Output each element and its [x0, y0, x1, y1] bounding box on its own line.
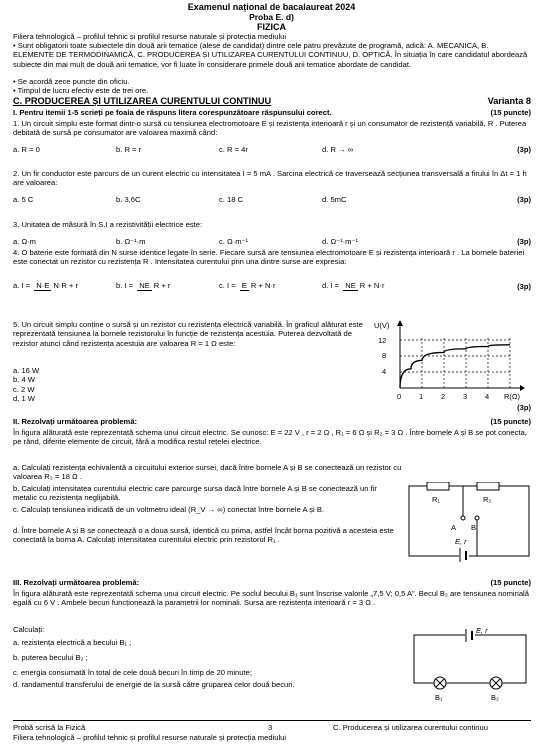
- xtick-2: 2: [441, 392, 446, 401]
- part2-item-c: c. Calculați tensiunea indicată de un voltmetru ideal (R_V → ∞) conectat între bornele A și B.: [13, 505, 325, 514]
- part3-header: [13, 578, 531, 587]
- q3-option-d: d. Ω⁻¹·m⁻¹: [322, 237, 359, 246]
- question-5: 5. Un circuit simplu conține o sursă și un rezistor cu rezistența electrică variabilă. În graficul alăturat este reprezentată tensiunea la bornele rezistorului în funcție de rezistența acestuia. Puterea dezvoltată de rezistor atunci când rezistența acestuia are valoarea R = 1 Ω este:: [13, 320, 363, 348]
- q1-option-a: a. R = 0: [13, 145, 40, 154]
- q5-option-b: b. 4 W: [13, 375, 35, 385]
- q4-c-fraction: [240, 281, 278, 291]
- variant-label: Varianta 8: [487, 96, 531, 106]
- graph-curve: [400, 345, 510, 388]
- q2-option-b: b. 3,6C: [116, 195, 141, 204]
- y-axis-arrow: [397, 320, 403, 326]
- q1-option-d: d. R → ∞: [322, 145, 354, 154]
- xtick-0: 0: [397, 392, 402, 401]
- resistor-r2: [477, 482, 499, 490]
- footer-left: Probă scrisă la Fizică: [13, 723, 86, 732]
- graph-grid: [400, 336, 510, 388]
- q4-c-denominator: R + N·r: [250, 281, 276, 290]
- q4-options: [13, 281, 531, 291]
- part3-item-d: d. randamentul transferului de energie de la sursă către gruparea celor două becuri.: [13, 680, 295, 689]
- part3-points: (15 puncte): [490, 578, 531, 587]
- q3-option-a: a. Ω·m: [13, 237, 36, 246]
- q3-option-c: c. Ω·m⁻¹: [219, 237, 249, 246]
- part2-intro: În figura alăturată este reprezentată schema unui circuit electric. Se cunosc: E = 22 V , r = 2 Ω , R₁ = 6 Ω și R₂ = 3 Ω . Între bornele A și B se pot conecta, pe rând, diferite elemente de circuit, fără a modifica restul rețelei electrice.: [13, 428, 527, 447]
- q4-option-d: [322, 281, 472, 291]
- q4-points: (3p): [517, 281, 531, 291]
- instructions-2: • Se acordă zece puncte din oficiu.: [13, 77, 130, 86]
- q5-option-c: c. 2 W: [13, 384, 35, 394]
- q4-option-c: [219, 281, 322, 291]
- q2-option-c: c. 18 C: [219, 195, 244, 204]
- q4-a-fraction: [34, 281, 80, 291]
- graph-xlabel: R(Ω): [504, 392, 521, 401]
- part2-item-a: a. Calculați rezistența echivalentă a circuitului exterior sursei, dacă între bornele A și B se conectează un rezistor cu valoarea R₃ = 18 Ω .: [13, 463, 402, 482]
- b2-label: B₂: [491, 693, 499, 702]
- ytick-4: 4: [382, 367, 387, 376]
- part3-item-c: c. energia consumată în total de cele două becuri în timp de 20 minute;: [13, 668, 252, 677]
- b1-label: B₁: [435, 693, 443, 702]
- q2-option-d: d. 5mC: [322, 195, 347, 204]
- part3-title: III. Rezolvați următoarea problemă:: [13, 578, 140, 587]
- q4-option-b: [116, 281, 219, 291]
- ytick-12: 12: [378, 336, 387, 345]
- q4-b-numerator: NE: [139, 281, 150, 290]
- question-1: 1. Un circuit simplu este format dintr-o sursă cu tensiunea electromotoare E și rezistența interioară r și un consumator de rezistență variabilă, R . Puterea debitată de sursă pe consumator are valoarea maximă când:: [13, 119, 527, 138]
- q4-c-label: c. I =: [219, 281, 236, 291]
- part3-item-b: b. puterea becului B₂ ;: [13, 653, 88, 662]
- q5-option-a: a. 16 W: [13, 366, 40, 375]
- part2-header: [13, 417, 531, 426]
- q4-d-denominator: R + N·r: [359, 281, 385, 290]
- q1-points: (3p): [517, 145, 531, 154]
- ytick-8: 8: [382, 351, 387, 360]
- xtick-4: 4: [485, 392, 490, 401]
- q4-a-label: a. I =: [13, 281, 31, 291]
- q4-b-denominator: R + r: [153, 281, 171, 290]
- circuit2-wire: [409, 486, 529, 556]
- footer-bottom: Filiera tehnologică – profilul tehnic și profilul resurse naturale și protecția mediului: [13, 733, 287, 742]
- question-2: 2. Un fir conductor este parcurs de un curent electric cu intensitatea I = 5 mA . Sarcina electrică ce traversează secțiunea transversală a firului în Δt = 1 h are valoarea:: [13, 169, 527, 188]
- question-3: 3. Unitatea de măsură în S.I a rezistivității electrice este:: [13, 220, 203, 229]
- q3-options: [13, 237, 531, 246]
- xtick-3: 3: [463, 392, 468, 401]
- x-axis-arrow: [520, 385, 525, 391]
- r2-label: R₂: [483, 495, 492, 504]
- r1-label: R₁: [432, 495, 440, 504]
- q1-option-c: c. R = 4r: [219, 145, 248, 154]
- instructions-1: • Sunt obligatorii toate subiectele din două arii tematice (alese de candidat) dintre cele patru prevăzute de programă, adică: A. MECANICA, B. ELEMENTE DE TERMODINAMICĂ, C. PRODUCEREA ȘI UTILIZAREA CURENTULUI CONTINUU, D. OPTICĂ. În situația în care candidatul abordează subiecte din mai mult de două arii tematice, vor fi luate în considerare primele două arii tematice abordate de candidat.: [13, 41, 528, 69]
- footer-page-number: 3: [268, 723, 273, 732]
- exam-subject: FIZICA: [257, 22, 286, 32]
- circuit-figure-3: [410, 625, 532, 705]
- q4-b-label: b. I =: [116, 281, 134, 291]
- q4-d-fraction: [343, 281, 386, 291]
- section-title: C. PRODUCEREA ȘI UTILIZAREA CURENTULUI CONTINUU: [13, 96, 272, 106]
- terminal-b: [475, 516, 479, 520]
- footer-divider: [13, 720, 531, 721]
- terminal-a: [461, 516, 465, 520]
- source-label: E, r: [455, 537, 467, 546]
- q5-option-d: d. 1 W: [13, 393, 35, 403]
- q5-options: [13, 366, 113, 403]
- q4-option-a: [13, 281, 116, 291]
- label-b: B: [471, 523, 477, 532]
- part2-title: II. Rezolvați următoarea problemă:: [13, 417, 138, 426]
- filiera-line: Filiera tehnologică – profilul tehnic și profilul resurse naturale și protecția mediului: [13, 32, 287, 41]
- q2-options: [13, 195, 531, 204]
- q5-points: (3p): [517, 403, 531, 412]
- resistor-r1: [427, 482, 449, 490]
- part2-item-d: d. Între bornele A și B se conectează o a doua sursă, identică cu prima, astfel încât borna pozitivă a acesteia este conectată la borna A. Calculați intensitatea curentului electric prin rezistorul R₁ .: [13, 526, 394, 545]
- source3-label: E, r: [476, 626, 488, 635]
- q2-points: (3p): [517, 195, 531, 204]
- q4-a-denominator: N·R + r: [53, 281, 78, 290]
- section-header: [13, 96, 531, 107]
- exam-proba: Proba E. d): [249, 12, 294, 22]
- part1-points: (15 puncte): [490, 108, 531, 117]
- q1-options: [13, 145, 531, 154]
- q4-a-numerator: N·E: [36, 281, 50, 290]
- circuit-figure-2: [405, 482, 535, 562]
- question-4: 4. O baterie este formată din N surse identice legate în serie. Fiecare sursă are tensiunea electromotoare E și rezistența interioară r . La bornele bateriei este conectat un rezistor cu rezistența R . Intensitatea curentului prin una dintre surse are expresia:: [13, 248, 525, 267]
- q3-option-b: b. Ω⁻¹·m: [116, 237, 146, 246]
- footer-right: C. Producerea și utilizarea curentului continuu: [333, 723, 488, 732]
- q4-d-label: d. I =: [322, 281, 340, 291]
- instructions-3: • Timpul de lucru efectiv este de trei ore.: [13, 86, 149, 95]
- part3-intro: În figura alăturată este reprezentată schema unui circuit electric. Pe soclul becului B₁ sunt înscrise valorile „7,5 V; 0,5 A”. Becul B₂ are tensiunea nominală egală cu 6 V . Ambele becuri funcționează la parametrii lor nominali. Sursa are rezistența interioară r = 3 Ω .: [13, 589, 529, 608]
- part2-item-b: b. Calculați intensitatea curentului electric care parcurge sursa dacă între bornele A și B se conectează un fir metalic cu rezistența neglijabilă.: [13, 484, 377, 503]
- xtick-1: 1: [419, 392, 424, 401]
- q1-option-b: b. R = r: [116, 145, 142, 154]
- part3-calc-label: Calculați:: [13, 625, 45, 634]
- q4-d-numerator: NE: [345, 281, 356, 290]
- q5-graph: [370, 318, 530, 403]
- q4-b-fraction: [137, 281, 172, 291]
- exam-title: Examenul național de bacalaureat 2024: [187, 2, 356, 12]
- q4-c-numerator: E: [241, 281, 247, 290]
- part1-header: [13, 108, 531, 117]
- part1-title: I. Pentru itemii 1-5 scrieți pe foaia de răspuns litera corespunzătoare răspunsului corect.: [13, 108, 332, 117]
- part3-item-a: a. rezistența electrică a becului B₁ ;: [13, 638, 132, 647]
- q3-points: (3p): [517, 237, 531, 246]
- graph-ylabel: U(V): [374, 321, 390, 330]
- label-a: A: [451, 523, 457, 532]
- part2-points: (15 puncte): [490, 417, 531, 426]
- q2-option-a: a. 5 C: [13, 195, 34, 204]
